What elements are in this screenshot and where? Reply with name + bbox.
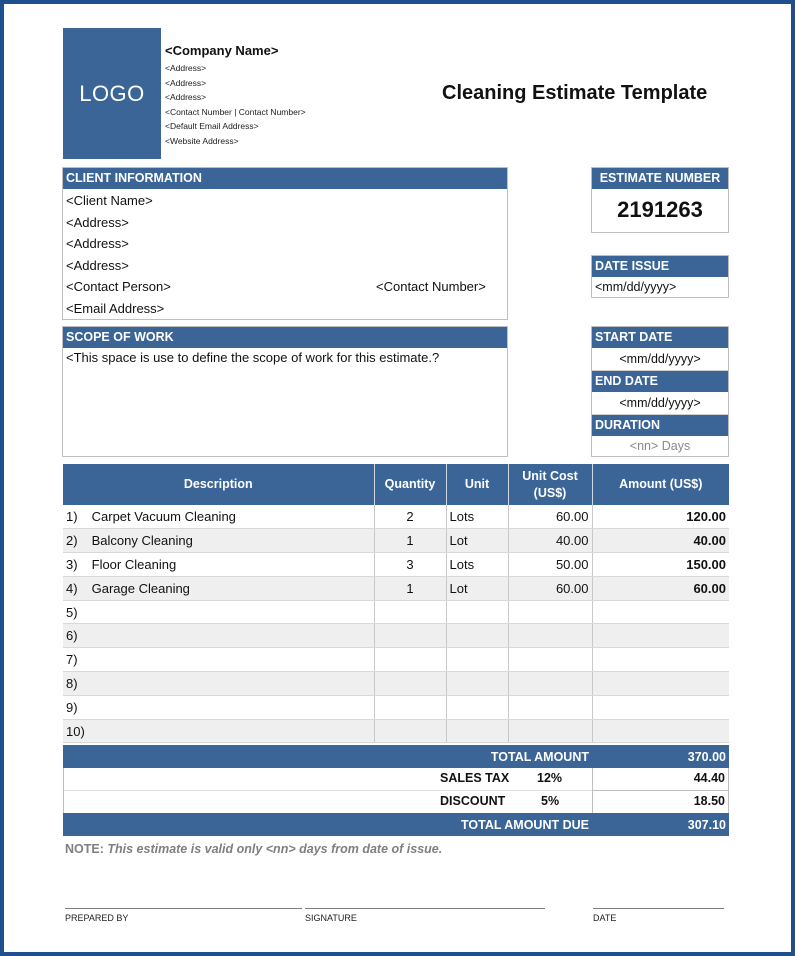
column-header-unit-cost (508, 464, 592, 505)
item-amount: 150.00 (592, 553, 729, 577)
item-amount (592, 624, 729, 648)
item-unit (446, 624, 508, 648)
end-date-label: END DATE (592, 371, 728, 392)
item-unit: Lots (446, 553, 508, 577)
schedule-box (591, 326, 729, 457)
signature-line (305, 908, 545, 909)
client-address: <Address> (66, 236, 129, 252)
client-address: <Address> (66, 257, 129, 273)
item-unit (446, 600, 508, 624)
sales-tax-rate: 12% (537, 771, 563, 785)
date-issue-box (591, 255, 729, 298)
duration-label: DURATION (592, 415, 728, 436)
company-email: <Default Email Address> (165, 121, 259, 131)
total-amount-row (63, 745, 729, 768)
item-amount: 40.00 (592, 529, 729, 553)
client-address: <Address> (66, 214, 129, 230)
client-contact-number: <Contact Number> (376, 279, 486, 295)
item-quantity: 1 (374, 576, 446, 600)
item-unit-cost (508, 624, 592, 648)
table-body (63, 505, 729, 743)
company-website: <Website Address> (165, 135, 239, 146)
item-quantity (374, 624, 446, 648)
table-header-row (63, 464, 729, 505)
discount-rate: 5% (541, 794, 560, 808)
unit-cost-line2: (US$) (533, 485, 567, 500)
start-date-label: START DATE (592, 327, 728, 348)
date-label: DATE (593, 913, 617, 923)
column-header-quantity: Quantity (374, 464, 446, 505)
item-unit-cost: 60.00 (508, 505, 592, 529)
note-label: NOTE: (65, 842, 104, 856)
date-issue-label: DATE ISSUE (592, 256, 728, 277)
item-description-cell (63, 529, 374, 553)
item-unit-cost (508, 648, 592, 672)
item-number: 1) (66, 509, 78, 525)
item-description-cell (63, 719, 374, 743)
estimate-number-label: ESTIMATE NUMBER (592, 168, 728, 189)
prepared-by-label: PREPARED BY (65, 913, 129, 923)
item-number: 7) (66, 652, 78, 668)
table-row (63, 672, 729, 696)
client-name: <Client Name> (66, 193, 153, 208)
company-address: <Address> (165, 63, 207, 73)
item-description-cell (63, 576, 374, 600)
item-description-cell (63, 672, 374, 696)
table-row (63, 529, 729, 553)
item-quantity (374, 672, 446, 696)
item-unit-cost: 60.00 (508, 576, 592, 600)
item-amount (592, 648, 729, 672)
table-row (63, 695, 729, 719)
date-line (593, 908, 724, 909)
document-title: Cleaning Estimate Template (442, 82, 708, 104)
logo: LOGO (63, 28, 161, 159)
item-amount: 120.00 (592, 505, 729, 529)
unit-cost-line1: Unit Cost (522, 468, 578, 483)
item-description: Carpet Vacuum Cleaning (91, 509, 236, 525)
table-row (63, 600, 729, 624)
item-number: 8) (66, 675, 78, 691)
item-unit-cost: 50.00 (508, 553, 592, 577)
item-unit-cost (508, 600, 592, 624)
item-amount (592, 695, 729, 719)
item-number: 9) (66, 699, 78, 715)
sales-tax-value: 44.40 (693, 771, 725, 785)
client-info-section (62, 167, 508, 320)
column-header-unit: Unit (446, 464, 508, 505)
item-unit-cost (508, 695, 592, 719)
item-description-cell (63, 624, 374, 648)
date-issue-value: <mm/dd/yyyy> (595, 280, 677, 294)
item-quantity (374, 600, 446, 624)
table-row (63, 624, 729, 648)
start-date-value: <mm/dd/yyyy> (592, 348, 728, 371)
end-date-value: <mm/dd/yyyy> (592, 392, 728, 415)
client-contact-person: <Contact Person> (66, 279, 171, 295)
company-address: <Address> (165, 77, 207, 88)
validity-note (65, 842, 442, 856)
item-description: Garage Cleaning (91, 580, 190, 596)
item-description-cell (63, 505, 374, 529)
item-amount: 60.00 (592, 576, 729, 600)
item-quantity: 1 (374, 529, 446, 553)
item-quantity: 2 (374, 505, 446, 529)
total-amount-value: 370.00 (687, 749, 726, 764)
item-description-cell (63, 600, 374, 624)
item-description-cell (63, 648, 374, 672)
table-row (63, 576, 729, 600)
estimate-number: 2191263 (617, 197, 703, 222)
item-unit: Lot (446, 529, 508, 553)
item-amount (592, 672, 729, 696)
item-quantity (374, 648, 446, 672)
item-amount (592, 719, 729, 743)
item-description-cell (63, 695, 374, 719)
table-row (63, 648, 729, 672)
item-quantity (374, 719, 446, 743)
tax-discount-area (63, 768, 729, 813)
item-quantity: 3 (374, 553, 446, 577)
prepared-by-line (65, 908, 302, 909)
scope-of-work-text: <This space is use to define the scope of work for this estimate.? (66, 350, 440, 365)
scope-of-work-heading: SCOPE OF WORK (63, 327, 507, 348)
total-amount-due-label: TOTAL AMOUNT DUE (460, 817, 589, 832)
total-amount-label: TOTAL AMOUNT (490, 749, 589, 764)
item-quantity (374, 695, 446, 719)
signature-label: SIGNATURE (305, 913, 357, 923)
item-number: 3) (66, 556, 78, 572)
table-row (63, 505, 729, 529)
duration-value: <nn> Days (629, 439, 691, 453)
column-header-description: Description (63, 464, 374, 505)
item-unit (446, 719, 508, 743)
column-header-amount: Amount (US$) (592, 464, 729, 505)
table-row (63, 719, 729, 743)
company-address: <Address> (165, 92, 207, 102)
sales-tax-label: SALES TAX (440, 771, 510, 785)
item-unit: Lots (446, 505, 508, 529)
client-email: <Email Address> (66, 300, 165, 316)
item-unit (446, 672, 508, 696)
company-name: <Company Name> (165, 43, 279, 58)
item-amount (592, 600, 729, 624)
note-text: This estimate is valid only <nn> days from date of issue. (107, 842, 443, 856)
discount-value: 18.50 (693, 794, 725, 808)
item-number: 5) (66, 604, 78, 620)
line-items-table (63, 464, 729, 743)
item-unit-cost (508, 672, 592, 696)
estimate-number-box (591, 167, 729, 233)
item-unit: Lot (446, 576, 508, 600)
item-description-cell (63, 553, 374, 577)
client-contact-row (63, 276, 507, 298)
row-divider (64, 790, 592, 791)
item-unit (446, 648, 508, 672)
item-number: 4) (66, 580, 78, 596)
row-divider (593, 790, 729, 791)
item-unit-cost: 40.00 (508, 529, 592, 553)
item-number: 10) (66, 723, 85, 739)
scope-of-work-section (62, 326, 508, 457)
total-amount-due-row (63, 813, 729, 836)
item-description: Balcony Cleaning (91, 533, 193, 549)
total-amount-due-value: 307.10 (687, 817, 726, 832)
company-contact: <Contact Number | Contact Number> (165, 106, 306, 117)
client-info-heading: CLIENT INFORMATION (63, 168, 507, 189)
item-unit (446, 695, 508, 719)
discount-label: DISCOUNT (440, 794, 506, 808)
item-number: 2) (66, 533, 78, 549)
item-unit-cost (508, 719, 592, 743)
item-number: 6) (66, 628, 78, 644)
table-row (63, 553, 729, 577)
item-description: Floor Cleaning (91, 556, 177, 572)
